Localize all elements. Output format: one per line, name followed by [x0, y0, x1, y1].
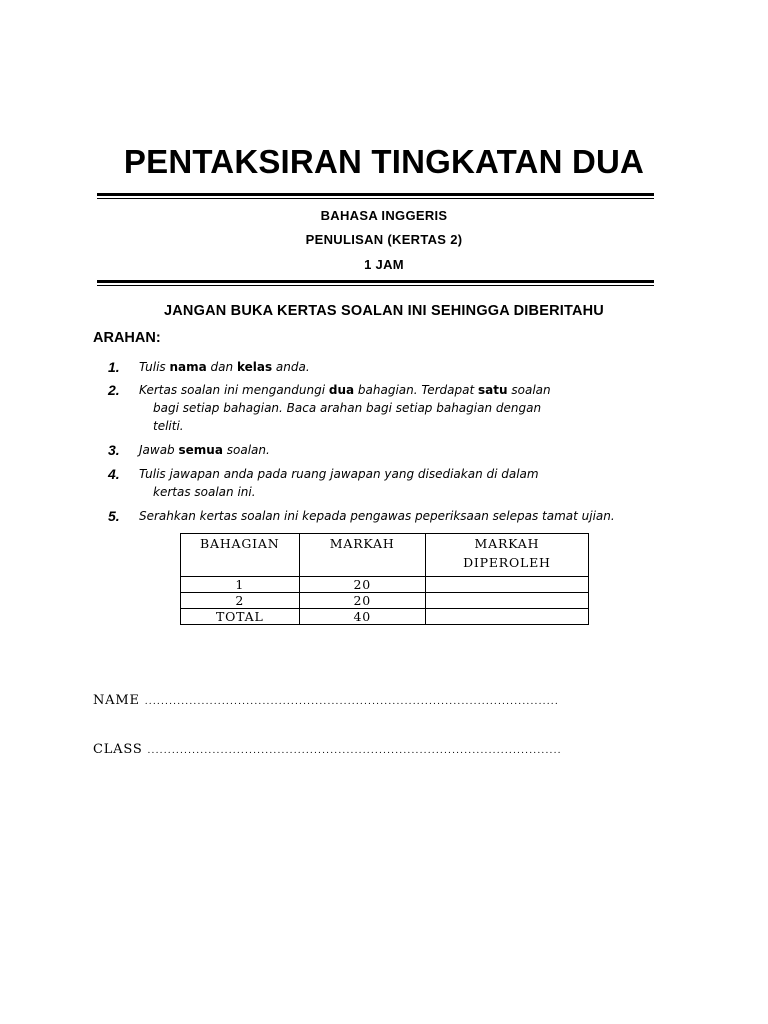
column-header-obtained: MARKAH DIPEROLEH — [425, 534, 588, 577]
warning-notice: JANGAN BUKA KERTAS SOALAN INI SEHINGGA DIBERITAHU — [164, 303, 604, 319]
marks-cell: 20 — [299, 577, 425, 593]
subject-label: BAHASA INGGERIS — [320, 208, 448, 223]
obtained-cell[interactable] — [425, 609, 588, 625]
section-cell: TOTAL — [181, 609, 300, 625]
column-header-marks: MARKAH — [299, 534, 425, 577]
class-field[interactable] — [93, 742, 562, 757]
instruction-number: 3. — [108, 442, 120, 458]
obtained-cell[interactable] — [425, 577, 588, 593]
instruction-item: Kertas soalan ini mengandungi dua bahagian. Terdapat satu soalan bagi setiap bahagian. Baca arahan bagi setiap bahagian dengan teliti. — [139, 383, 551, 433]
table-row — [181, 609, 589, 625]
marks-table — [180, 533, 589, 625]
section-cell: 1 — [181, 577, 300, 593]
column-header-section: BAHAGIAN — [181, 534, 300, 577]
instruction-item: Tulis jawapan anda pada ruang jawapan yang disediakan di dalam kertas soalan ini. — [139, 467, 539, 499]
name-field[interactable] — [93, 693, 559, 708]
header-divider — [97, 280, 654, 286]
marks-cell: 20 — [299, 593, 425, 609]
marks-cell: 40 — [299, 609, 425, 625]
table-header-row — [181, 534, 589, 577]
name-label: NAME — [93, 693, 140, 708]
instruction-item: Tulis nama dan kelas anda. — [139, 360, 310, 374]
instructions-heading: ARAHAN: — [93, 330, 161, 346]
instruction-item: Serahkan kertas soalan ini kepada pengawas peperiksaan selepas tamat ujian. — [139, 509, 615, 523]
instruction-item: Jawab semua soalan. — [139, 443, 270, 457]
instruction-number: 5. — [108, 508, 120, 524]
table-row — [181, 577, 589, 593]
page-title: PENTAKSIRAN TINGKATAN DUA — [123, 143, 645, 180]
instruction-number: 2. — [108, 382, 120, 398]
section-cell: 2 — [181, 593, 300, 609]
title-divider — [97, 193, 654, 199]
obtained-cell[interactable] — [425, 593, 588, 609]
instruction-number: 4. — [108, 466, 120, 482]
paper-label: PENULISAN (KERTAS 2) — [305, 232, 463, 247]
instruction-number: 1. — [108, 359, 120, 375]
class-label: CLASS — [93, 742, 143, 757]
name-blank[interactable]: ...................................................................................................... — [144, 697, 559, 707]
class-blank[interactable]: ...................................................................................................... — [147, 746, 562, 756]
duration-label: 1 JAM — [364, 257, 404, 272]
table-row — [181, 593, 589, 609]
